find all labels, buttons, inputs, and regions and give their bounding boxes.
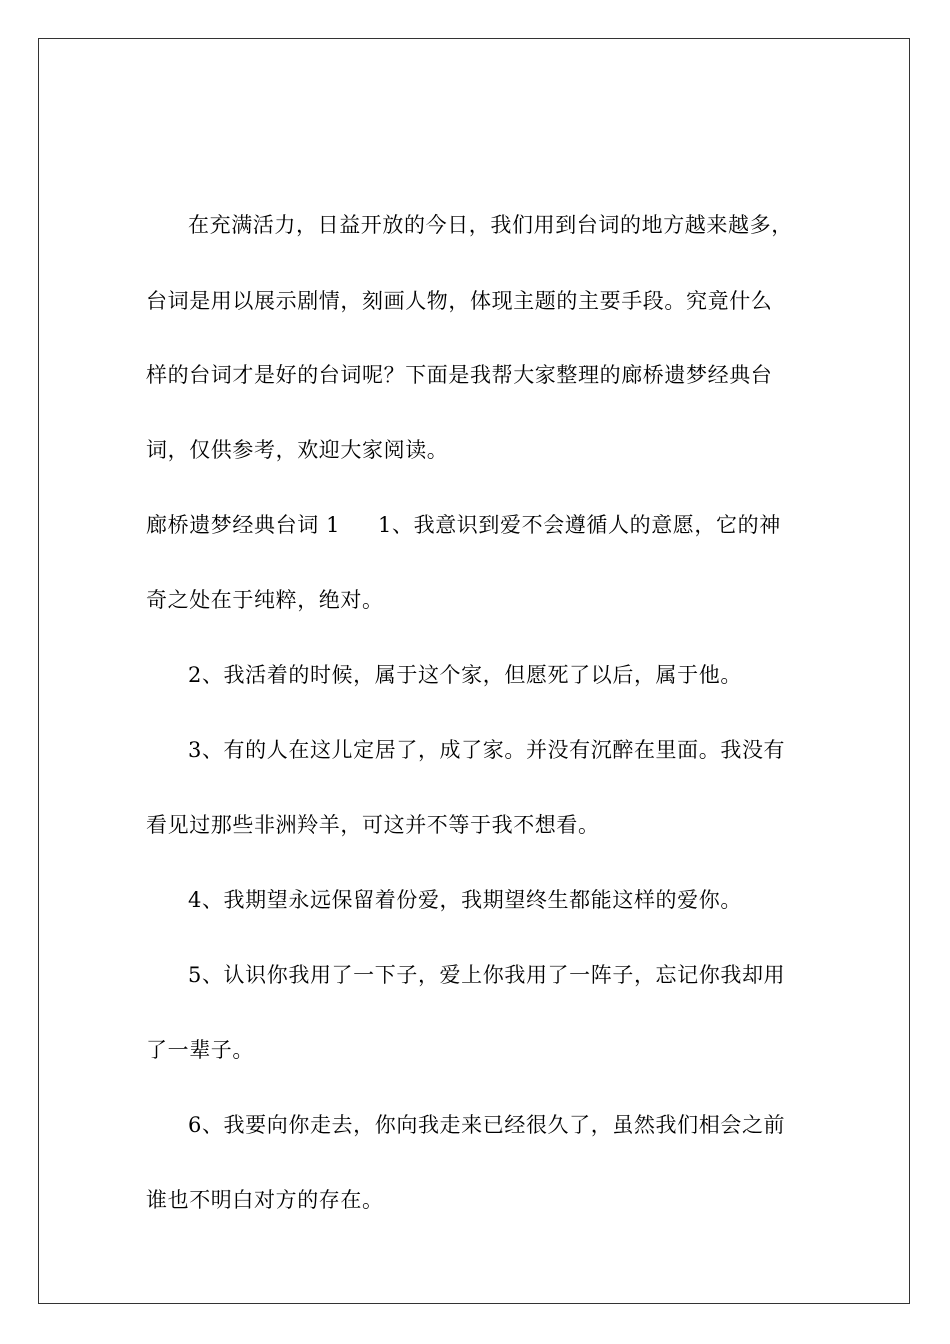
item-6-line-1: 6、我要向你走去，你向我走来已经很久了，虽然我们相会之前 bbox=[188, 1113, 786, 1137]
item-2: 2、我活着的时候，属于这个家，但愿死了以后，属于他。 bbox=[188, 663, 742, 687]
intro-line-4: 词，仅供参考，欢迎大家阅读。 bbox=[146, 438, 449, 462]
item-1-text: 1、我意识到爱不会遵循人的意愿，它的神 bbox=[378, 513, 781, 537]
item-6-line-2: 谁也不明白对方的存在。 bbox=[146, 1188, 384, 1212]
intro-line-2: 台词是用以展示剧情，刻画人物，体现主题的主要手段。究竟什么 bbox=[146, 289, 773, 313]
item-3-line-2: 看见过那些非洲羚羊，可这并不等于我不想看。 bbox=[146, 813, 600, 837]
item-4: 4、我期望永远保留着份爱，我期望终生都能这样的爱你。 bbox=[188, 888, 742, 912]
section-heading-line bbox=[146, 512, 781, 538]
item-5-line-2: 了一辈子。 bbox=[146, 1038, 254, 1062]
section-heading: 廊桥遗梦经典台词 1 bbox=[146, 513, 341, 537]
intro-line-3: 样的台词才是好的台词呢？下面是我帮大家整理的廊桥遗梦经典台 bbox=[146, 363, 773, 387]
item-3-line-1: 3、有的人在这儿定居了，成了家。并没有沉醉在里面。我没有 bbox=[188, 738, 786, 762]
item-5-line-1: 5、认识你我用了一下子，爱上你我用了一阵子，忘记你我却用 bbox=[188, 963, 786, 987]
item-1-continuation: 奇之处在于纯粹，绝对。 bbox=[146, 588, 384, 612]
intro-line-1: 在充满活力，日益开放的今日，我们用到台词的地方越来越多， bbox=[188, 213, 793, 237]
